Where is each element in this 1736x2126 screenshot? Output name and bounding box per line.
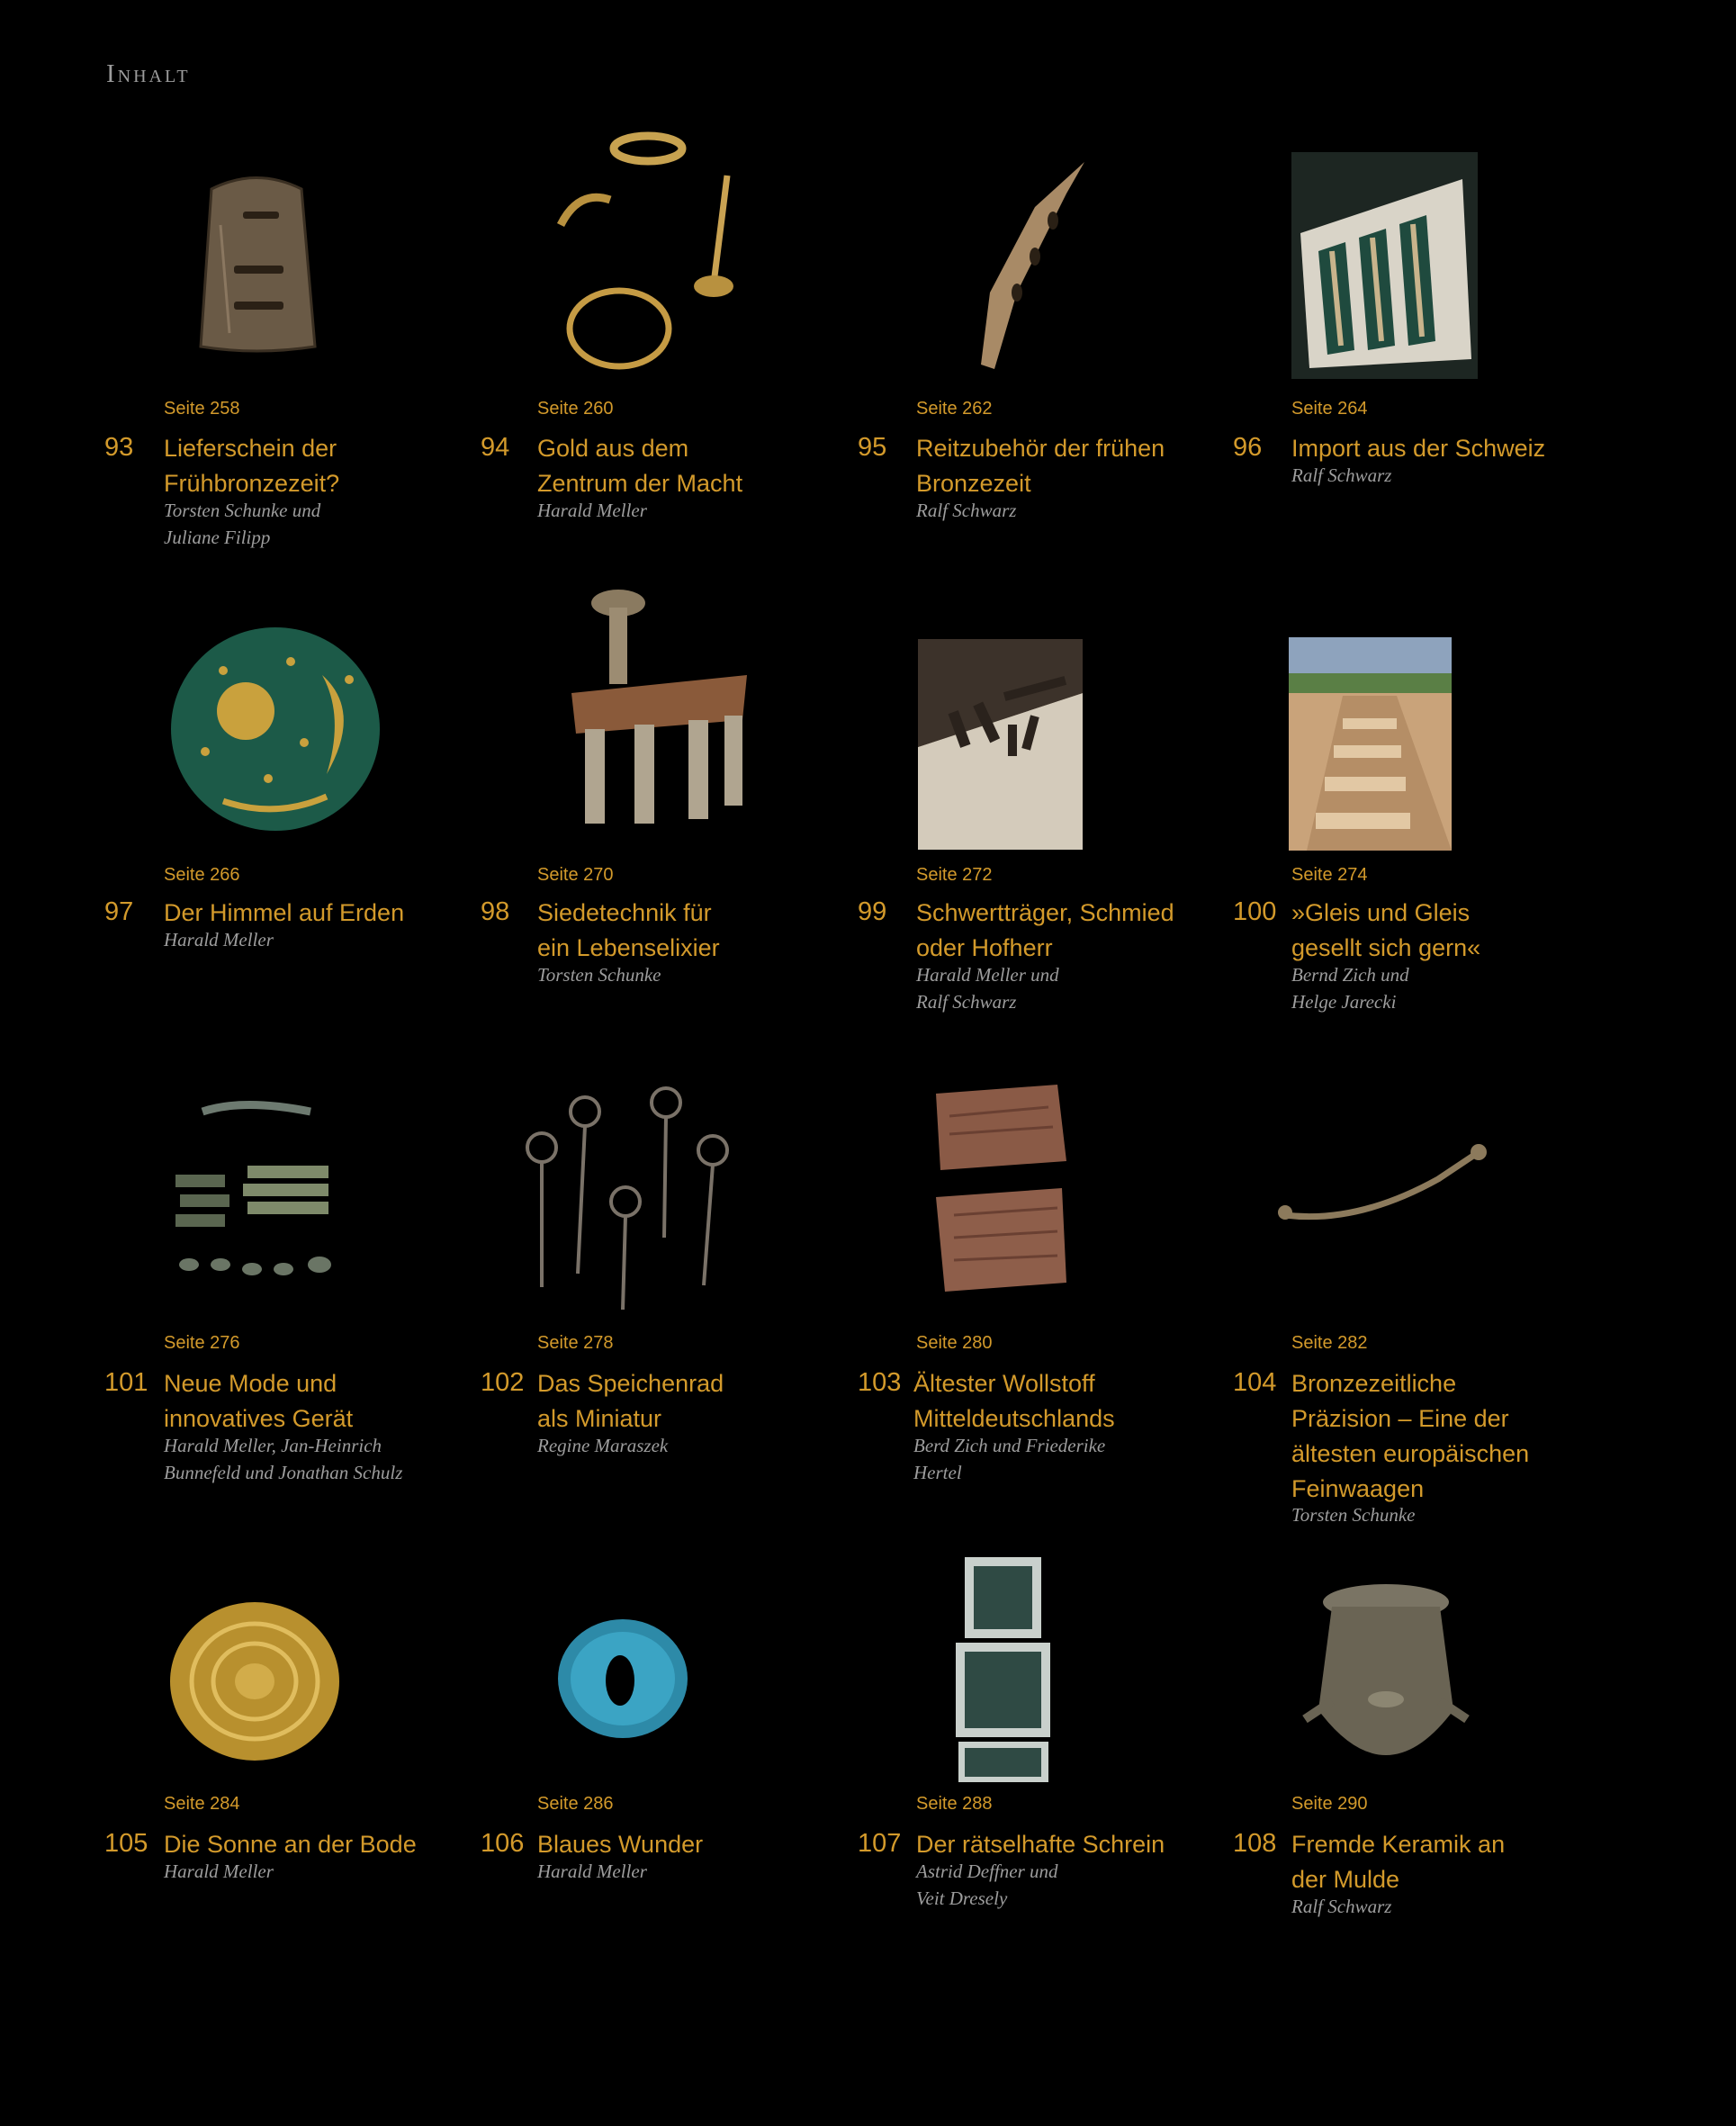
entry-number: 95 [858, 433, 887, 462]
bronze-hoard-image [166, 1085, 351, 1301]
salt-boiling-vessel-image [562, 585, 756, 855]
entry-number: 97 [104, 897, 134, 926]
entry-number: 106 [481, 1829, 525, 1858]
page-reference: Seite 286 [537, 1794, 614, 1814]
page-reference: Seite 266 [164, 865, 240, 885]
entry-title: Fremde Keramik an der Mulde [1291, 1831, 1506, 1893]
shrine-fragments-image [951, 1557, 1055, 1782]
page-reference: Seite 270 [537, 865, 614, 885]
gold-disc-image [168, 1600, 341, 1762]
entry-title: Die Sonne an der Bode [164, 1831, 417, 1858]
entry-author: Harald Meller, Jan-Heinrich Bunnefeld und Jonathan Schulz [164, 1435, 403, 1483]
wool-textile-image [931, 1080, 1071, 1296]
entry-author: Harald Meller [164, 1860, 274, 1882]
entry-author: Ralf Schwarz [1291, 1896, 1392, 1917]
entry-title: Blaues Wunder [537, 1831, 704, 1858]
entry-title: »Gleis und Gleis gesellt sich gern« [1291, 899, 1481, 961]
page-reference: Seite 288 [916, 1794, 993, 1814]
entry-author: Astrid Deffner und Veit Dresely [916, 1860, 1058, 1909]
entry-title: Der Himmel auf Erden [164, 899, 405, 926]
page-reference: Seite 278 [537, 1333, 614, 1353]
entry-title: Neue Mode und innovatives Gerät [164, 1370, 354, 1432]
tools-on-paper-image [918, 639, 1083, 850]
page-reference: Seite 282 [1291, 1333, 1368, 1353]
entry-title: Das Speichenrad als Miniatur [537, 1370, 724, 1432]
entry-author: Torsten Schunke und Juliane Filipp [164, 500, 321, 548]
ceramic-vessel-image [1296, 1584, 1476, 1787]
entry-title: Bronzezeitliche Präzision – Eine der ältesten europäischen Feinwaagen [1291, 1370, 1530, 1502]
sky-disc-image [169, 626, 382, 833]
entry-author: Ralf Schwarz [916, 500, 1017, 521]
entry-number: 93 [104, 433, 134, 462]
entry-author: Harald Meller [537, 1860, 647, 1882]
entry-number: 100 [1233, 897, 1277, 926]
entry-title: Import aus der Schweiz [1291, 435, 1546, 462]
entry-number: 107 [858, 1829, 902, 1858]
entry-number: 108 [1233, 1829, 1277, 1858]
page-reference: Seite 262 [916, 399, 993, 419]
entry-title: Lieferschein der Frühbronzezeit? [164, 435, 340, 497]
entry-author: Torsten Schunke [537, 964, 661, 986]
entry-author: Berd Zich und Friederike Hertel [913, 1435, 1106, 1483]
entry-author: Harald Meller [537, 500, 647, 521]
page-reference: Seite 290 [1291, 1794, 1368, 1814]
entry-title: Der rätselhafte Schrein [916, 1831, 1165, 1858]
entry-author: Harald Meller und Ralf Schwarz [916, 964, 1059, 1013]
balance-beam-image [1276, 1139, 1488, 1233]
entry-number: 96 [1233, 433, 1263, 462]
entry-title: Gold aus dem Zentrum der Macht [537, 435, 743, 497]
entry-author: Ralf Schwarz [1291, 464, 1392, 486]
excavation-trench-image [1289, 637, 1452, 851]
antler-cheekpiece-image [967, 158, 1093, 374]
entry-title: Siedetechnik für ein Lebenselixier [537, 899, 720, 961]
page-reference: Seite 284 [164, 1794, 240, 1814]
entry-title: Reitzubehör der frühen Bronzezeit [916, 435, 1165, 497]
entry-number: 98 [481, 897, 510, 926]
entry-number: 103 [858, 1368, 902, 1397]
entry-number: 94 [481, 433, 510, 462]
entry-title: Ältester Wollstoff Mitteldeutschlands [913, 1370, 1115, 1432]
page-reference: Seite 274 [1291, 865, 1368, 885]
blue-glass-bead-image [555, 1616, 690, 1742]
wheel-head-pins-image [522, 1080, 738, 1314]
section-header: Inhalt [106, 59, 191, 88]
entry-number: 105 [104, 1829, 148, 1858]
entry-author: Bernd Zich und Helge Jarecki [1291, 964, 1409, 1013]
gold-rings-and-pin-image [547, 126, 750, 374]
stone-tablet-with-slots-image [193, 171, 319, 356]
entry-number: 99 [858, 897, 887, 926]
page-reference: Seite 272 [916, 865, 993, 885]
entry-author: Harald Meller [164, 929, 274, 950]
page-reference: Seite 264 [1291, 399, 1368, 419]
entry-number: 102 [481, 1368, 525, 1397]
entry-title: Schwertträger, Schmied oder Hofherr [916, 899, 1174, 961]
page-reference: Seite 276 [164, 1333, 240, 1353]
entry-number: 101 [104, 1368, 148, 1397]
daggers-in-display-case-image [1291, 152, 1478, 379]
entry-number: 104 [1233, 1368, 1277, 1397]
page-reference: Seite 260 [537, 399, 614, 419]
entry-author: Torsten Schunke [1291, 1504, 1416, 1526]
page-reference: Seite 258 [164, 399, 240, 419]
entry-author: Regine Maraszek [537, 1435, 669, 1456]
page-reference: Seite 280 [916, 1333, 993, 1353]
